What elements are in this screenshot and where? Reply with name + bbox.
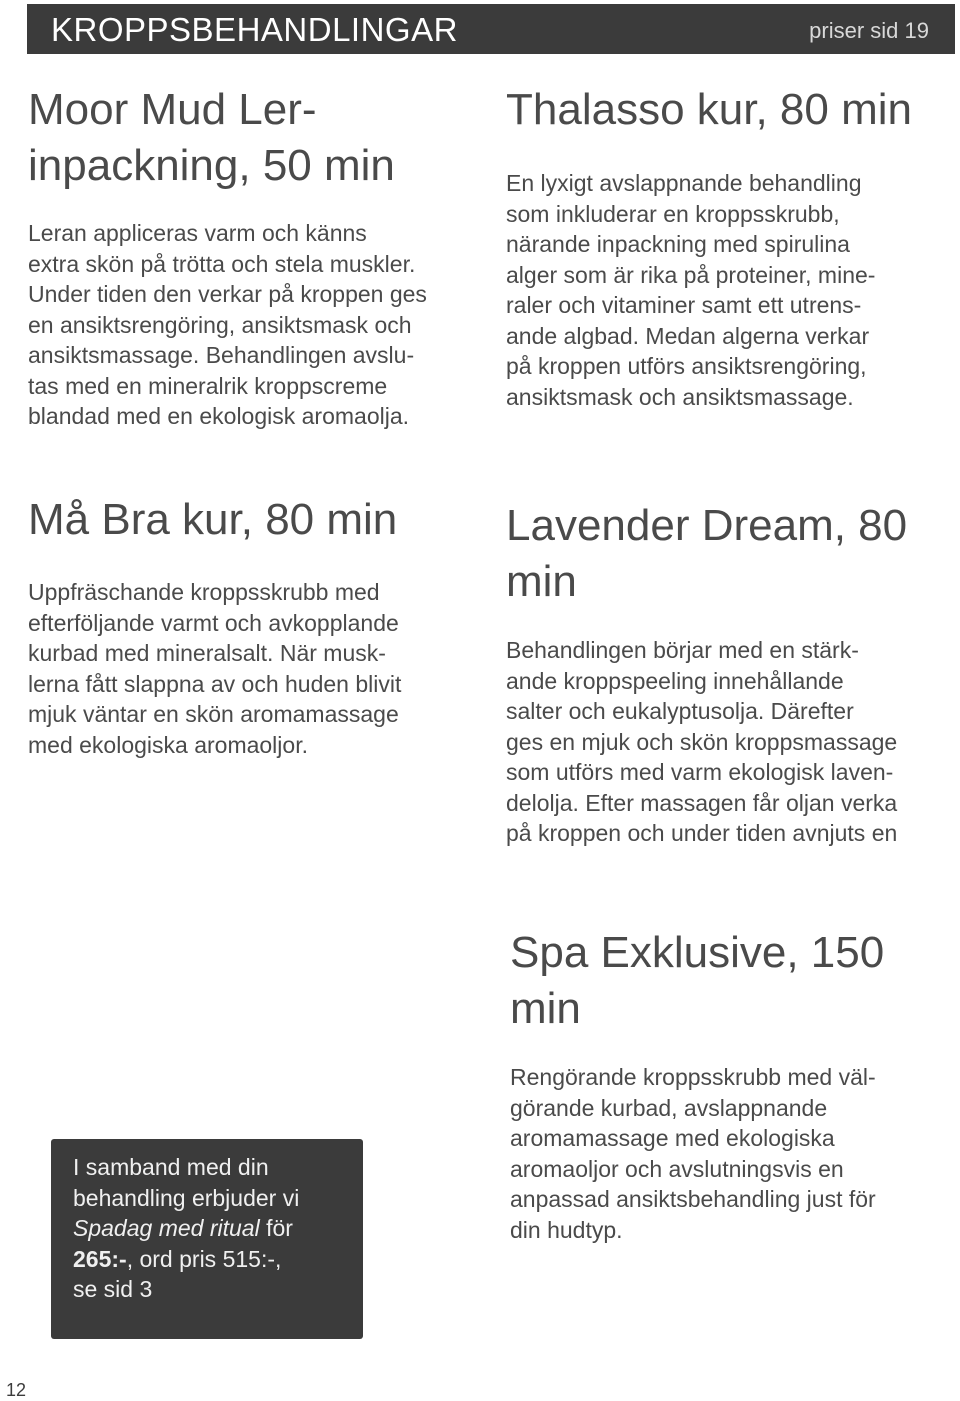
- price-reference: priser sid 19: [809, 18, 929, 43]
- treatment-title: Thalasso kur, 80 min: [506, 85, 912, 134]
- treatment-description: En lyxigt avslappnande behandling som inkluderar en kroppsskrubb, närande inpackning med spirulina alger som är rika på proteiner, mine- raler och vitaminer samt ett utrens- ande algbad. Medan algerna verkar på kroppen utförs ansiktsrengöring, ansiktsmask och ansiktsmassage.: [506, 170, 876, 410]
- offer-line: behandling erbjuder vi: [73, 1184, 300, 1211]
- offer-for: för: [259, 1215, 293, 1241]
- treatment-ma-bra: [28, 492, 478, 760]
- treatment-lavender-dream: [506, 498, 946, 849]
- treatment-moor-mud: [28, 82, 478, 432]
- treatment-spa-exklusive: [510, 925, 940, 1245]
- treatment-title: Moor Mud Ler- inpackning, 50 min: [28, 85, 395, 190]
- section-title: KROPPSBEHANDLINGAR: [51, 11, 458, 48]
- treatment-thalasso: [506, 82, 946, 412]
- offer-box: [51, 1139, 363, 1339]
- treatment-description: Rengörande kroppsskrubb med väl- görande kurbad, avslappnande aromamassage med ekologiska aromaoljor och avslutningsvis en anpassad ansiktsbehandling just för din hudtyp.: [510, 1064, 876, 1243]
- offer-ritual-name: Spadag med ritual: [73, 1215, 260, 1241]
- treatment-title: Spa Exklusive, 150 min: [510, 928, 885, 1033]
- offer-line: I samband med din: [73, 1154, 269, 1180]
- page-number: 12: [6, 1380, 27, 1400]
- treatment-description: Leran appliceras varm och känns extra skön på trötta och stela muskler. Under tiden den verkar på kroppen ges en ansiktsrengöring, ansiktsmask och ansiktsmassage. Behandlingen avslu- tas med en mineralrik kroppscreme blandad med en ekologisk aromaolja.: [28, 220, 427, 429]
- offer-ordinary-price: , ord pris 515:-,: [126, 1245, 282, 1272]
- offer-text: [73, 1152, 353, 1305]
- offer-page-reference: se sid 3: [73, 1276, 153, 1302]
- section-header-bar: [27, 4, 955, 54]
- treatment-description: Behandlingen börjar med en stärk- ande kroppspeeling innehållande salter och eukalyptusolja. Därefter ges en mjuk och skön kroppsmassage som utförs med varm ekologisk laven- delolja. Efter massagen får oljan verka på kroppen och under tiden avnjuts en: [506, 637, 898, 846]
- treatment-description: Uppfräschande kroppsskrubb med efterföljande varmt och avkopplande kurbad med mineralsalt. När musk- lerna fått slappna av och huden blivit mjuk väntar en skön aromamassage med ekologiska aromaoljor.: [28, 579, 402, 758]
- offer-price: 265:-: [73, 1245, 127, 1272]
- treatment-title: Må Bra kur, 80 min: [28, 495, 398, 544]
- treatment-title: Lavender Dream, 80 min: [506, 501, 908, 606]
